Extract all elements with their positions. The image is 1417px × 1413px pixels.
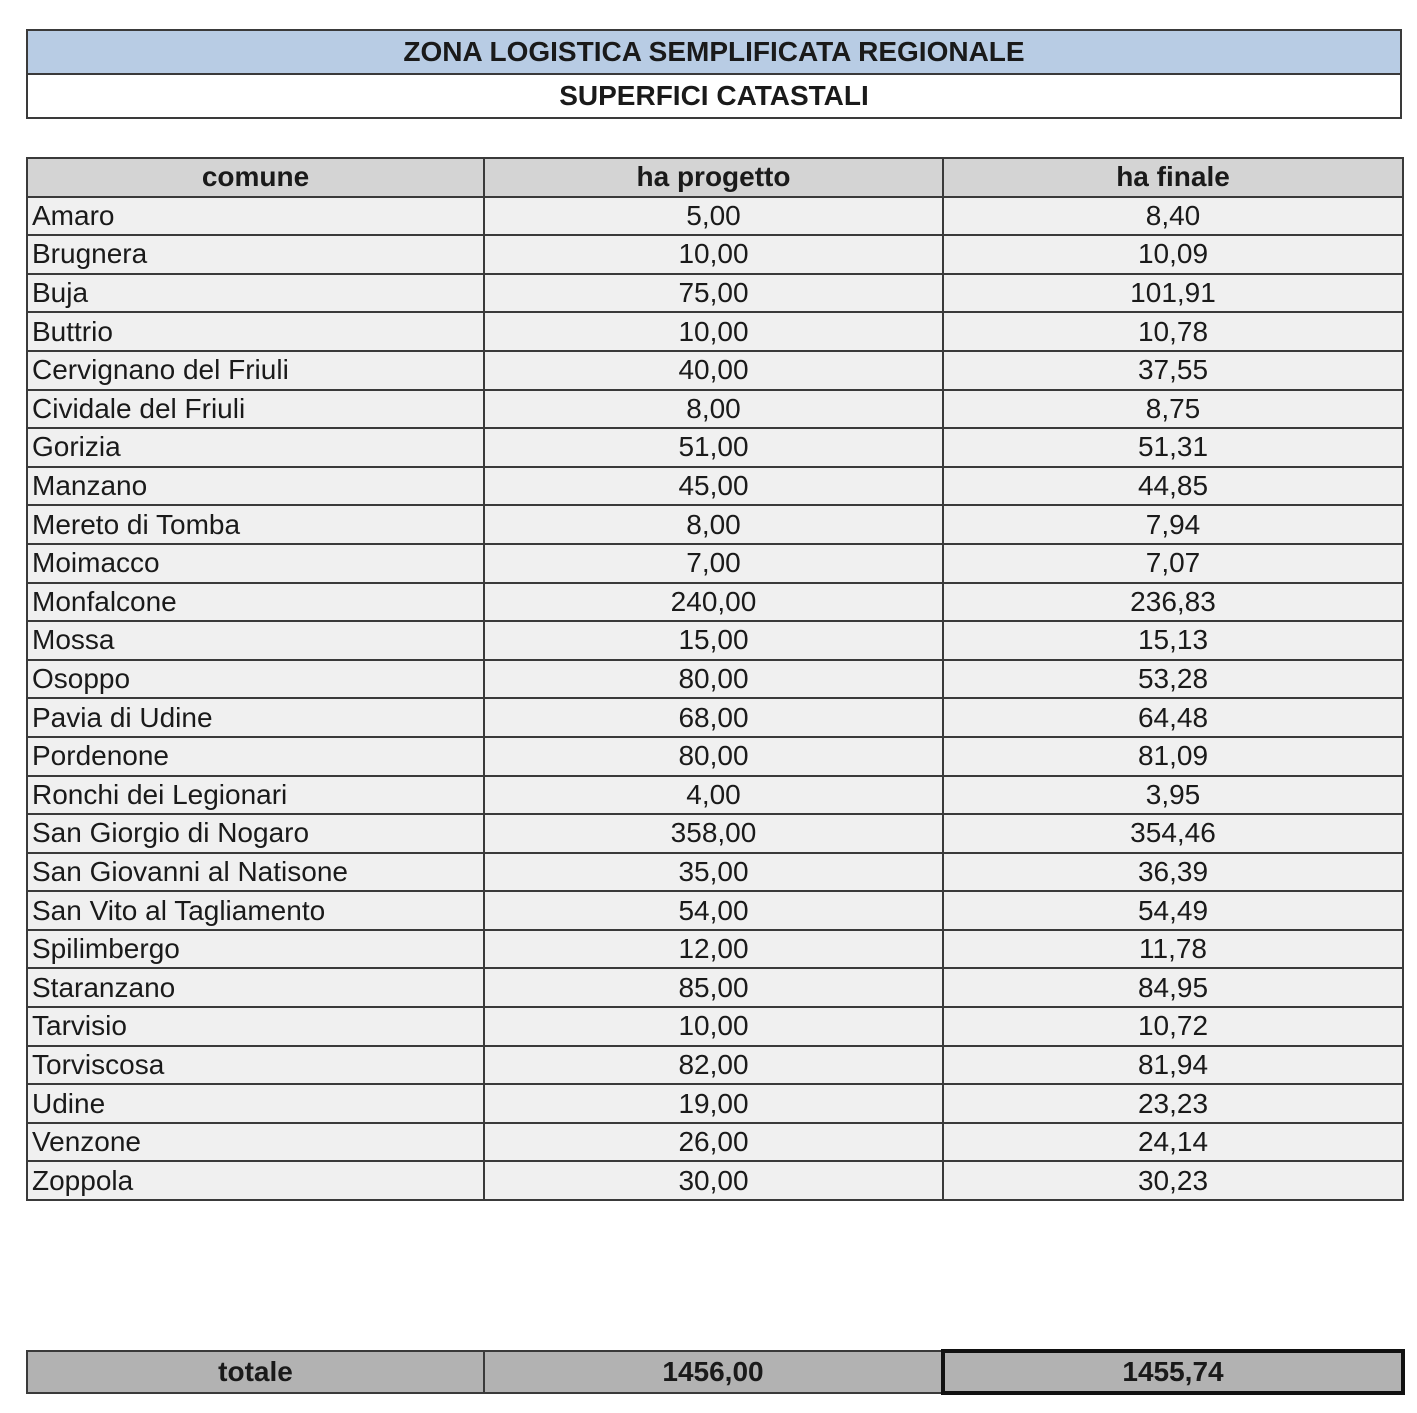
cell-comune: Buttrio [27,312,484,351]
cell-ha-finale: 7,07 [943,544,1403,583]
cell-ha-progetto: 19,00 [484,1084,943,1123]
cell-comune: Osoppo [27,660,484,699]
cell-ha-progetto: 8,00 [484,390,943,429]
cell-comune: Mereto di Tomba [27,505,484,544]
cell-ha-finale: 81,09 [943,737,1403,776]
cell-ha-progetto: 40,00 [484,351,943,390]
cell-comune: Staranzano [27,968,484,1007]
table-row [27,660,1403,699]
cell-comune: Venzone [27,1123,484,1162]
cell-comune: Pordenone [27,737,484,776]
table-row [27,891,1403,930]
column-header-ha-progetto: ha progetto [484,158,943,197]
cell-ha-finale: 23,23 [943,1084,1403,1123]
cell-ha-finale: 36,39 [943,853,1403,892]
cell-comune: Monfalcone [27,583,484,622]
cell-comune: Torviscosa [27,1046,484,1085]
cell-ha-finale: 236,83 [943,583,1403,622]
cell-ha-progetto: 10,00 [484,1007,943,1046]
cell-ha-finale: 101,91 [943,274,1403,313]
cell-comune: Amaro [27,197,484,236]
cell-ha-progetto: 240,00 [484,583,943,622]
cell-ha-finale: 3,95 [943,776,1403,815]
cell-comune: Mossa [27,621,484,660]
cell-ha-progetto: 54,00 [484,891,943,930]
cell-comune: San Giovanni al Natisone [27,853,484,892]
cell-comune: Manzano [27,467,484,506]
column-header-comune: comune [27,158,484,197]
cell-comune: San Vito al Tagliamento [27,891,484,930]
table-row [27,583,1403,622]
cell-comune: Spilimbergo [27,930,484,969]
cell-comune: Ronchi dei Legionari [27,776,484,815]
cell-ha-progetto: 51,00 [484,428,943,467]
cell-ha-progetto: 12,00 [484,930,943,969]
cell-ha-progetto: 68,00 [484,698,943,737]
table-row [27,1161,1403,1200]
table-row [27,312,1403,351]
cell-ha-finale: 11,78 [943,930,1403,969]
total-table [26,1349,1405,1395]
table-row [27,467,1403,506]
table-row [27,197,1403,236]
cell-ha-progetto: 26,00 [484,1123,943,1162]
cell-ha-progetto: 35,00 [484,853,943,892]
total-ha-progetto: 1456,00 [484,1351,943,1393]
cell-ha-finale: 51,31 [943,428,1403,467]
cell-ha-progetto: 4,00 [484,776,943,815]
cell-ha-finale: 24,14 [943,1123,1403,1162]
table-row [27,428,1403,467]
cell-ha-progetto: 7,00 [484,544,943,583]
table-header-row [27,158,1403,197]
column-header-ha-finale: ha finale [943,158,1403,197]
table-row [27,814,1403,853]
cell-ha-finale: 54,49 [943,891,1403,930]
table-row [27,776,1403,815]
cell-ha-finale: 53,28 [943,660,1403,699]
table-row [27,505,1403,544]
cell-comune: San Giorgio di Nogaro [27,814,484,853]
cell-ha-progetto: 358,00 [484,814,943,853]
cell-comune: Pavia di Udine [27,698,484,737]
report-header [26,29,1402,119]
cell-ha-finale: 64,48 [943,698,1403,737]
cell-comune: Tarvisio [27,1007,484,1046]
cell-comune: Zoppola [27,1161,484,1200]
table-row [27,390,1403,429]
cell-ha-finale: 354,46 [943,814,1403,853]
cell-ha-finale: 44,85 [943,467,1403,506]
cell-ha-finale: 84,95 [943,968,1403,1007]
cell-comune: Cividale del Friuli [27,390,484,429]
cell-ha-progetto: 10,00 [484,312,943,351]
cell-comune: Gorizia [27,428,484,467]
cell-ha-finale: 30,23 [943,1161,1403,1200]
cell-ha-progetto: 80,00 [484,737,943,776]
cell-ha-progetto: 80,00 [484,660,943,699]
table-row [27,968,1403,1007]
table-row [27,274,1403,313]
report-subtitle: SUPERFICI CATASTALI [28,75,1400,117]
table-row [27,235,1403,274]
table-row [27,1084,1403,1123]
table-row [27,621,1403,660]
cell-ha-finale: 15,13 [943,621,1403,660]
total-ha-finale: 1455,74 [943,1351,1403,1393]
cell-ha-progetto: 8,00 [484,505,943,544]
cell-ha-finale: 81,94 [943,1046,1403,1085]
cell-ha-progetto: 5,00 [484,197,943,236]
surfaces-table [26,157,1404,1201]
table-row [27,853,1403,892]
cell-comune: Moimacco [27,544,484,583]
cell-ha-finale: 37,55 [943,351,1403,390]
cell-ha-finale: 8,75 [943,390,1403,429]
table-row [27,698,1403,737]
cell-ha-progetto: 15,00 [484,621,943,660]
table-row [27,737,1403,776]
cell-ha-progetto: 30,00 [484,1161,943,1200]
cell-ha-progetto: 85,00 [484,968,943,1007]
cell-comune: Buja [27,274,484,313]
table-row [27,1007,1403,1046]
report-title: ZONA LOGISTICA SEMPLIFICATA REGIONALE [28,31,1400,75]
table-row [27,1123,1403,1162]
cell-ha-progetto: 82,00 [484,1046,943,1085]
cell-comune: Udine [27,1084,484,1123]
table-row [27,930,1403,969]
cell-ha-finale: 8,40 [943,197,1403,236]
cell-ha-progetto: 45,00 [484,467,943,506]
total-label: totale [27,1351,484,1393]
cell-ha-finale: 10,09 [943,235,1403,274]
table-row [27,544,1403,583]
cell-comune: Cervignano del Friuli [27,351,484,390]
table-row [27,351,1403,390]
table-body [27,197,1403,1200]
cell-ha-progetto: 75,00 [484,274,943,313]
cell-ha-progetto: 10,00 [484,235,943,274]
cell-ha-finale: 10,72 [943,1007,1403,1046]
table-row [27,1046,1403,1085]
cell-ha-finale: 10,78 [943,312,1403,351]
cell-ha-finale: 7,94 [943,505,1403,544]
cell-comune: Brugnera [27,235,484,274]
total-row [27,1351,1403,1393]
